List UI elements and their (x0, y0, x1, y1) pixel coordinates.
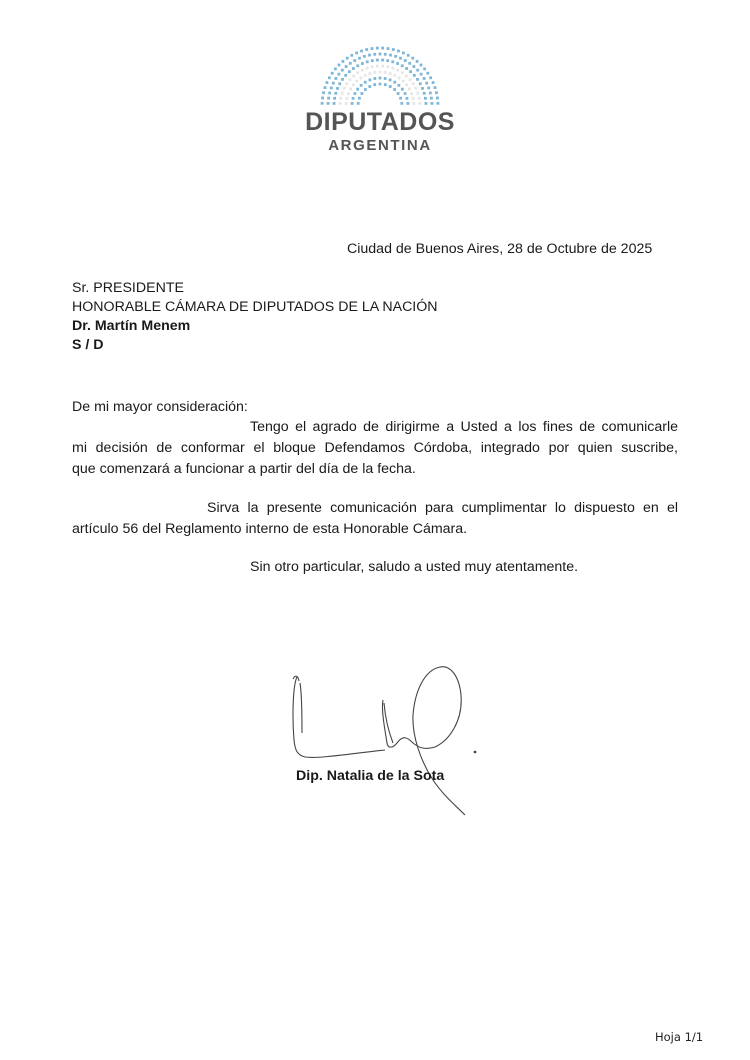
recipient-name: Dr. Martín Menem (72, 318, 191, 334)
signatory-name: Dip. Natalia de la Sota (296, 768, 445, 784)
recipient-sd: S / D (72, 337, 104, 353)
logo-title: DIPUTADOS (305, 108, 455, 136)
paragraph-1-line-3: que comenzará a funcionar a partir del día de la fecha. (72, 461, 416, 477)
recipient-title: Sr. PRESIDENTE (72, 280, 184, 296)
salutation: De mi mayor consideración: (72, 399, 248, 415)
place-date: Ciudad de Buenos Aires, 28 de Octubre de 2025 (347, 241, 653, 257)
page-number: Hoja 1/1 (655, 1030, 704, 1044)
logo-subtitle: ARGENTINA (328, 137, 432, 154)
paragraph-1-line-1: Tengo el agrado de dirigirme a Usted a los fines de comunicarle (250, 419, 678, 435)
handwritten-signature (285, 655, 485, 825)
recipient-institution: HONORABLE CÁMARA DE DIPUTADOS DE LA NACIÓN (72, 299, 438, 315)
paragraph-2-line-2: artículo 56 del Reglamento interno de esta Honorable Cámara. (72, 521, 468, 537)
hemicycle-icon (318, 44, 442, 108)
closing: Sin otro particular, saludo a usted muy atentamente. (250, 559, 579, 575)
paragraph-2-line-1: Sirva la presente comunicación para cumplimentar lo dispuesto en el (207, 500, 678, 516)
paragraph-1-line-2: mi decisión de conformar el bloque Defendamos Córdoba, integrado por quien suscribe, (72, 440, 678, 456)
